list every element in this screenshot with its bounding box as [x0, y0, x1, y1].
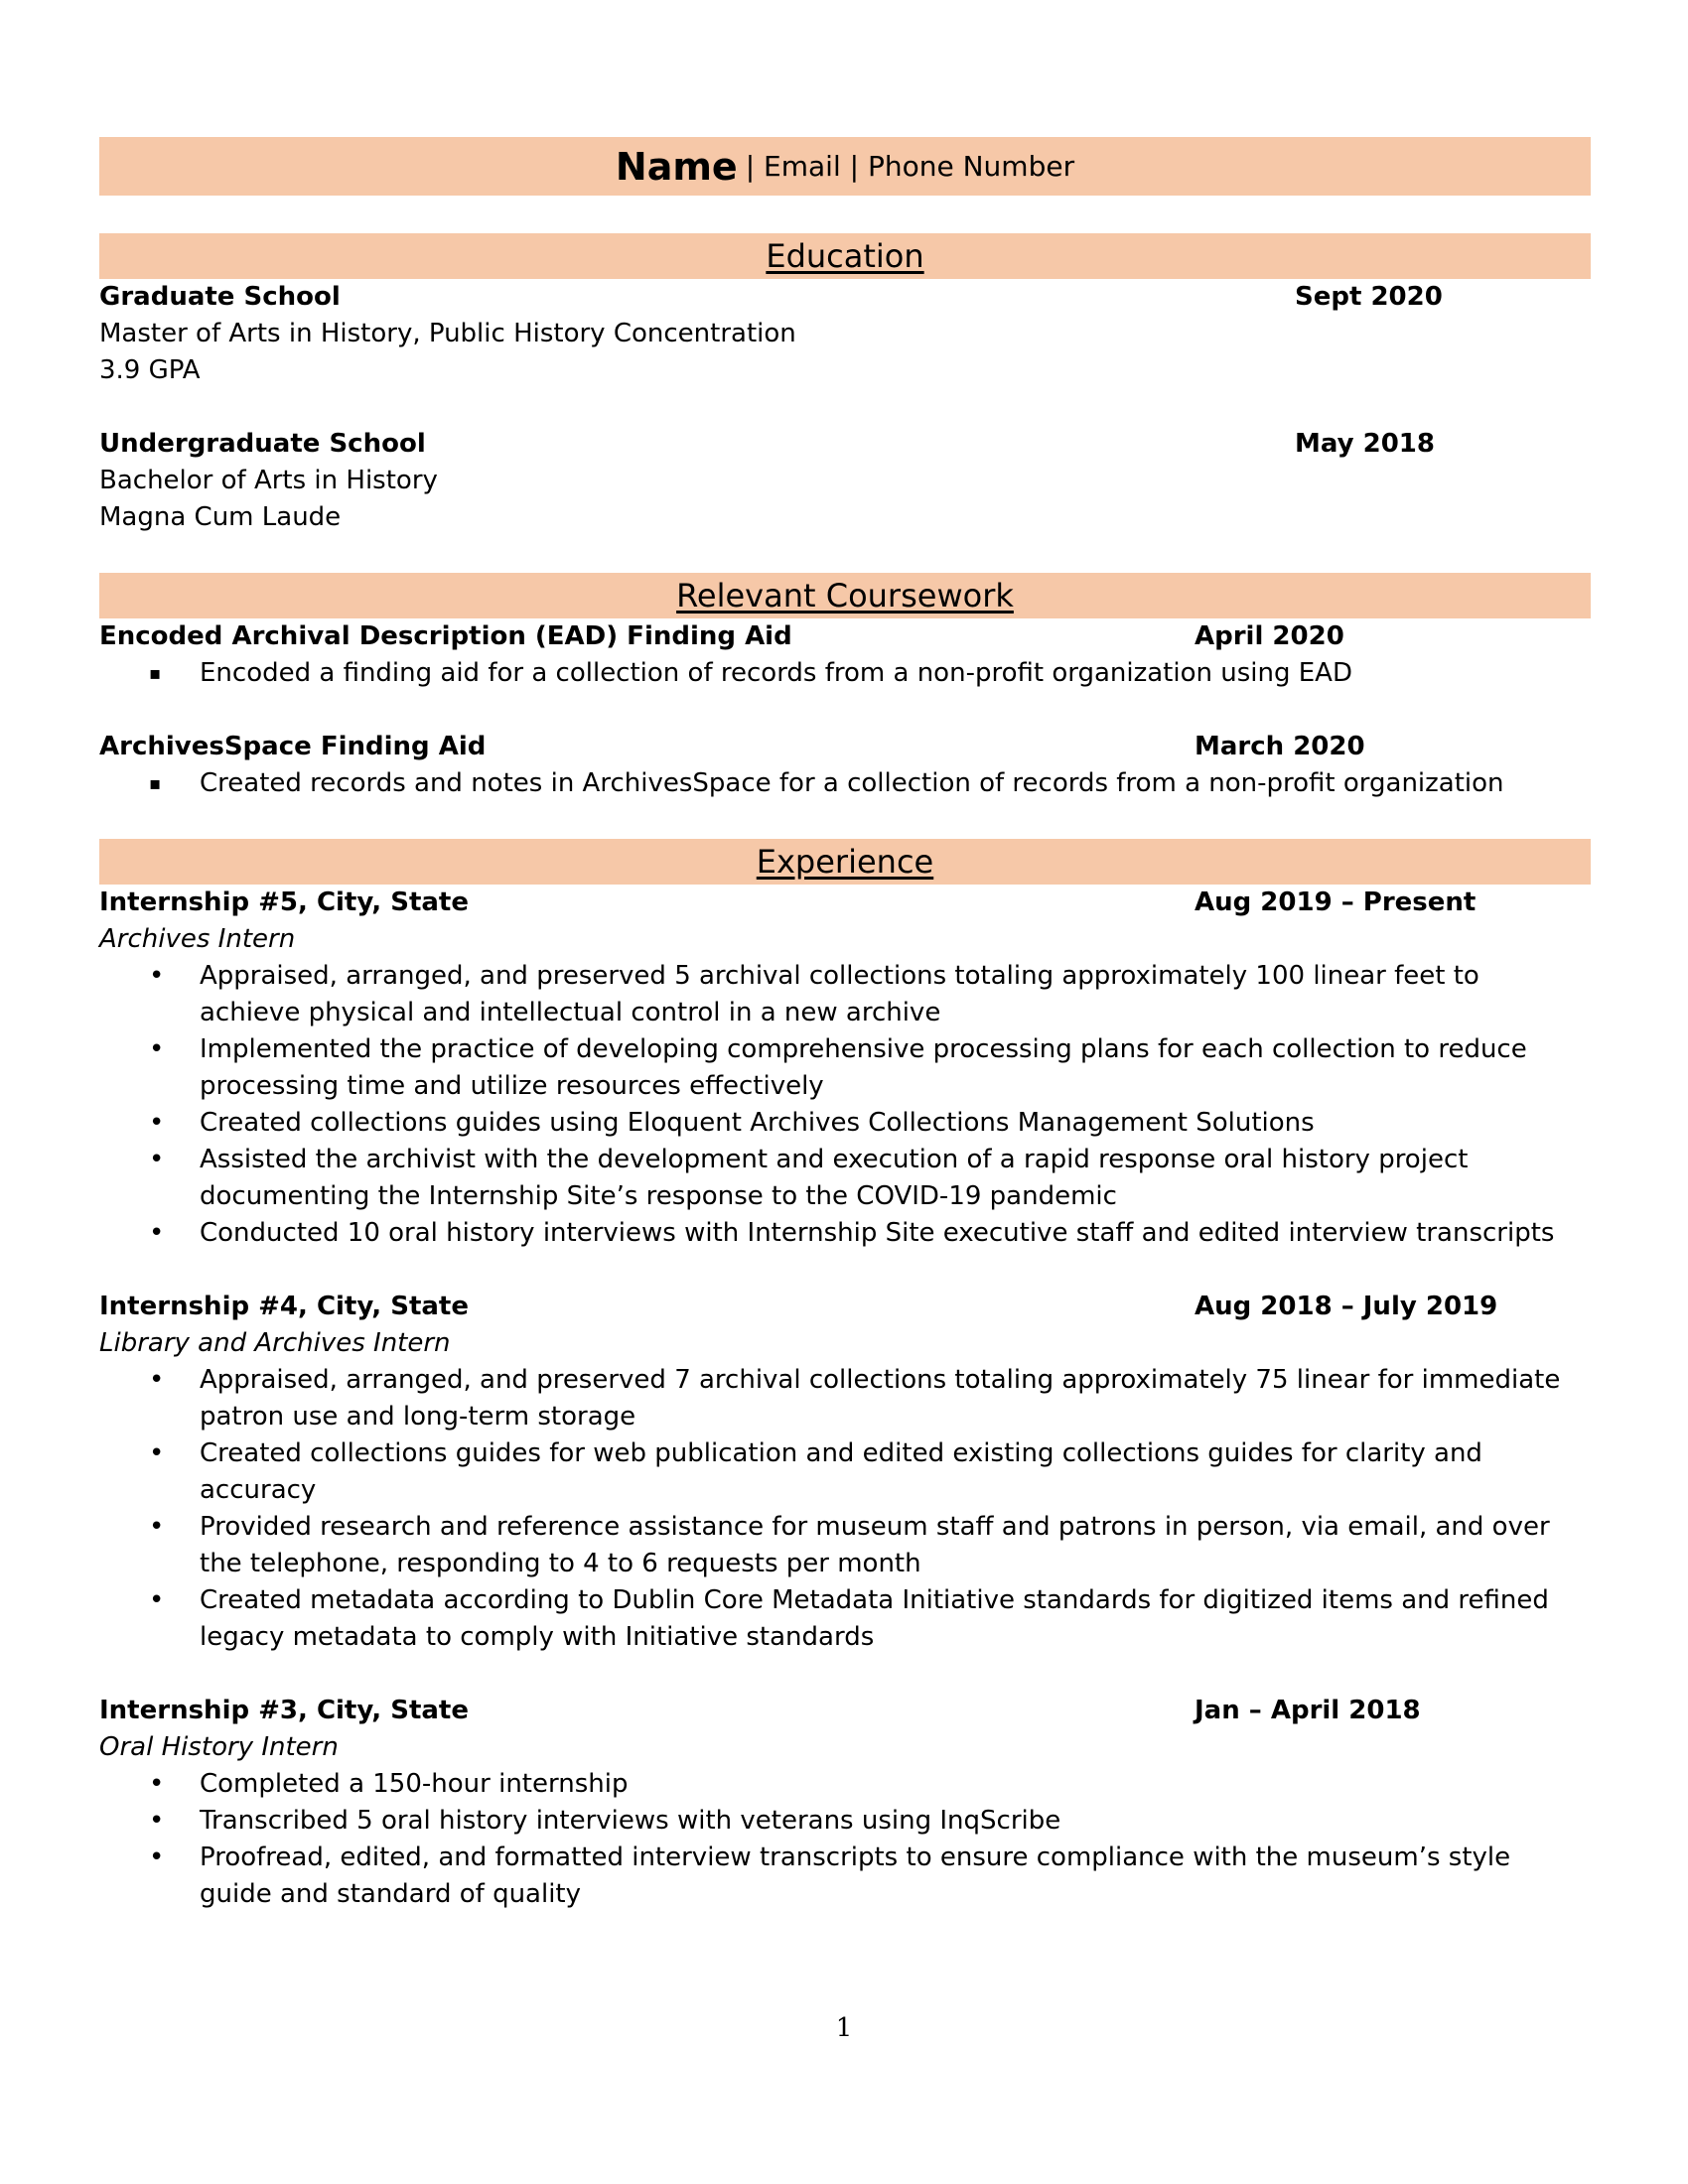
bullet-icon: •: [149, 1108, 165, 1138]
bullet-icon: •: [149, 1438, 165, 1468]
bullet-text: Transcribed 5 oral history interviews with veterans using InqScribe: [200, 1806, 1061, 1836]
bullet-list: [99, 655, 1591, 692]
bullet-icon: •: [149, 1585, 165, 1615]
experience-entry: [99, 1693, 1591, 1913]
job-title-line: [99, 1693, 1591, 1729]
bullet-text: Appraised, arranged, and preserved 7 archival collections totaling approximately 75 linear for immediate patron use and long-term storage: [200, 1365, 1561, 1432]
list-item: [99, 1509, 1570, 1582]
list-item: [99, 1105, 1570, 1142]
education-section: [99, 279, 1591, 536]
job-role: Oral History Intern: [99, 1732, 339, 1762]
list-item: [99, 1582, 1570, 1656]
list-item: [99, 1766, 1570, 1803]
applicant-name: Name: [615, 144, 738, 189]
school-name: Undergraduate School: [99, 429, 426, 459]
school-name: Graduate School: [99, 282, 341, 312]
list-item: [99, 958, 1570, 1031]
resume-header: [99, 137, 1591, 196]
coursework-section: [99, 618, 1591, 802]
job-title-line: [99, 885, 1591, 921]
education-entry: [99, 426, 1591, 536]
bullet-icon: •: [149, 1769, 165, 1799]
bullet-icon: •: [149, 1843, 165, 1872]
section-header-education: Education: [99, 233, 1591, 279]
square-bullet-icon: ▪: [149, 663, 162, 684]
bullet-icon: •: [149, 1512, 165, 1542]
bullet-text: Conducted 10 oral history interviews with Internship Site executive staff and edited interview transcripts: [200, 1218, 1555, 1248]
bullet-text: Assisted the archivist with the development and execution of a rapid response oral history project documenting the Internship Site’s response to the COVID-19 pandemic: [200, 1145, 1469, 1211]
bullet-list: [99, 1766, 1591, 1913]
education-detail: Magna Cum Laude: [99, 502, 342, 532]
course-date: March 2020: [1195, 732, 1365, 761]
section-header-experience: Experience: [99, 839, 1591, 885]
bullet-text: Created records and notes in ArchivesSpace for a collection of records from a non-profit organization: [200, 768, 1504, 798]
job-title: Internship #4, City, State: [99, 1292, 469, 1321]
education-detail: Master of Arts in History, Public History Concentration: [99, 319, 796, 348]
education-detail: 3.9 GPA: [99, 355, 201, 385]
contact-info: | Email | Phone Number: [745, 150, 1075, 183]
bullet-list: [99, 958, 1591, 1252]
list-item: [99, 1840, 1570, 1913]
school-line: [99, 279, 1591, 316]
course-title-line: [99, 729, 1591, 765]
bullet-text: Provided research and reference assistance for museum staff and patrons in person, via email, and over the telephone, responding to 4 to 6 requests per month: [200, 1512, 1550, 1578]
list-item: [99, 1362, 1570, 1435]
bullet-icon: •: [149, 1218, 165, 1248]
job-title-line: [99, 1289, 1591, 1325]
bullet-list: [99, 1362, 1591, 1656]
resume-page: [99, 137, 1591, 1913]
list-item: [99, 1215, 1570, 1252]
bullet-text: Appraised, arranged, and preserved 5 archival collections totaling approximately 100 linear feet to achieve physical and intellectual control in a new archive: [200, 961, 1479, 1027]
job-date: Aug 2019 – Present: [1195, 887, 1477, 917]
section-header-coursework: Relevant Coursework: [99, 573, 1591, 618]
bullet-text: Completed a 150-hour internship: [200, 1769, 629, 1799]
bullet-icon: •: [149, 1145, 165, 1174]
list-item: [99, 655, 1570, 692]
course-date: April 2020: [1195, 621, 1344, 651]
job-title: Internship #5, City, State: [99, 887, 469, 917]
bullet-icon: •: [149, 961, 165, 991]
experience-entry: [99, 885, 1591, 1252]
job-role: Library and Archives Intern: [99, 1328, 451, 1358]
list-item: [99, 1435, 1570, 1509]
experience-section: [99, 885, 1591, 1913]
job-date: Jan – April 2018: [1195, 1696, 1421, 1725]
list-item: [99, 1803, 1570, 1840]
job-date: Aug 2018 – July 2019: [1195, 1292, 1498, 1321]
school-line: [99, 426, 1591, 463]
bullet-text: Created metadata according to Dublin Core Metadata Initiative standards for digitized items and refined legacy metadata to comply with Initiative standards: [200, 1585, 1549, 1652]
bullet-icon: •: [149, 1034, 165, 1064]
education-detail: Bachelor of Arts in History: [99, 466, 438, 495]
job-role: Archives Intern: [99, 924, 296, 954]
course-title: Encoded Archival Description (EAD) Finding Aid: [99, 621, 792, 651]
experience-entry: [99, 1289, 1591, 1656]
bullet-text: Encoded a finding aid for a collection of records from a non-profit organization using EAD: [200, 658, 1352, 688]
page-number: 1: [835, 2013, 853, 2043]
bullet-text: Implemented the practice of developing comprehensive processing plans for each collection to reduce processing time and utilize resources effectively: [200, 1034, 1527, 1101]
course-title-line: [99, 618, 1591, 655]
course-title: ArchivesSpace Finding Aid: [99, 732, 487, 761]
education-date: May 2018: [1295, 429, 1435, 459]
bullet-text: Proofread, edited, and formatted interview transcripts to ensure compliance with the museum’s style guide and standard of quality: [200, 1843, 1511, 1909]
square-bullet-icon: ▪: [149, 773, 162, 794]
bullet-text: Created collections guides for web publication and edited existing collections guides for clarity and accuracy: [200, 1438, 1482, 1505]
coursework-entry: [99, 618, 1591, 692]
education-entry: [99, 279, 1591, 389]
education-date: Sept 2020: [1295, 282, 1443, 312]
list-item: [99, 1031, 1570, 1105]
list-item: [99, 765, 1570, 802]
bullet-icon: •: [149, 1806, 165, 1836]
bullet-list: [99, 765, 1591, 802]
bullet-icon: •: [149, 1365, 165, 1395]
job-title: Internship #3, City, State: [99, 1696, 469, 1725]
list-item: [99, 1142, 1570, 1215]
bullet-text: Created collections guides using Eloquent Archives Collections Management Solutions: [200, 1108, 1315, 1138]
coursework-entry: [99, 729, 1591, 802]
